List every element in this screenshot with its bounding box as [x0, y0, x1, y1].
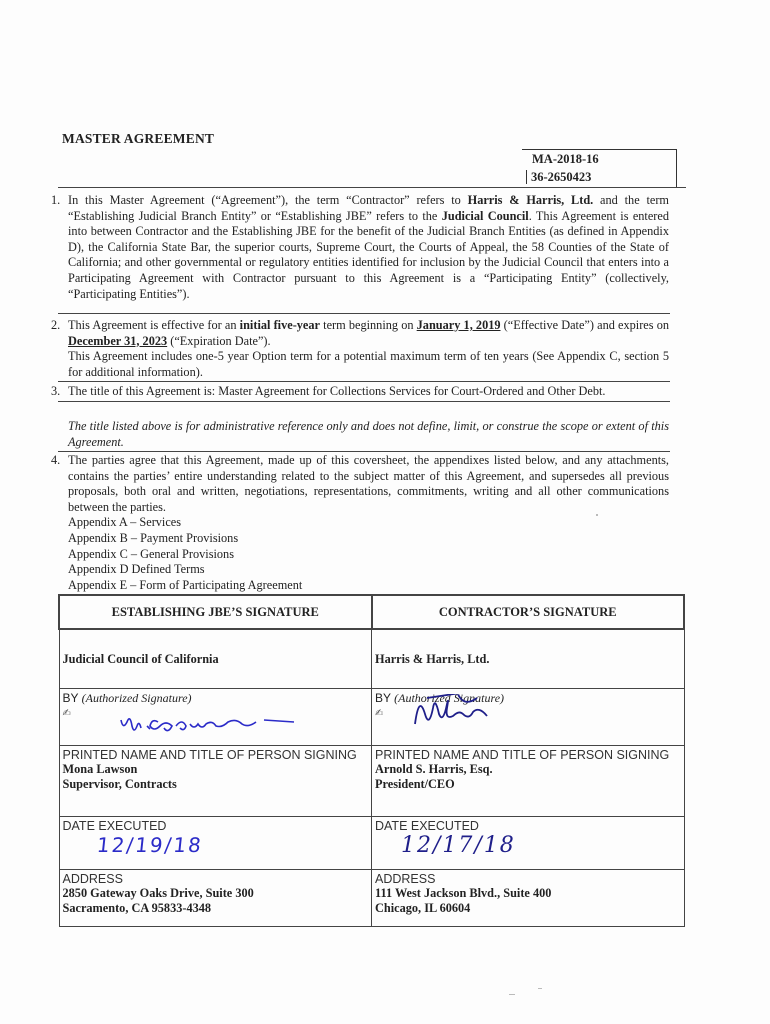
divider: [58, 451, 670, 452]
section-number: 4.: [51, 453, 61, 467]
by-label: BY: [375, 691, 391, 705]
appendix-item: Appendix C – General Provisions: [68, 546, 234, 561]
section-number: 3.: [51, 384, 61, 398]
contractor-address-line1: 111 West Jackson Blvd., Suite 400: [375, 886, 552, 900]
pen-icon: ✍: [62, 708, 71, 719]
address-label: ADDRESS: [375, 872, 436, 886]
divider: [58, 313, 670, 314]
jbe-address-line1: 2850 Gateway Oaks Drive, Suite 300: [62, 886, 254, 900]
entire-agreement-text: The parties agree that this Agreement, made up of this coversheet, the appendixes listed below, and any attachments, contains the parties’ entire understanding related to the subject matter of this Agreement, and supersedes all previous proposals, both oral and written, negotiations, representations, commitments, writing and all other communications between the parties.: [68, 453, 669, 514]
agreement-title-text: The title of this Agreement is: Master Agreement for Collections Services for Court-Ordered and Other Debt.: [68, 384, 606, 398]
appendix-item: Appendix E – Form of Participating Agreement: [68, 577, 303, 592]
contractor-signature-cell: [372, 689, 685, 746]
contractor-name: Harris & Harris, Ltd.: [467, 193, 594, 207]
appendix-item: Appendix A – Services: [68, 515, 182, 530]
section-2: 2. This Agreement is effective for an initial five-year term beginning on January 1, 2019 (“Effective Date”) and expires on December 31, 2023 (“Expiration Date”). This Agreement includes one-5 year Option term for a potential maximum term of ten years (See Appendix C, section 5 for additional information).: [51, 318, 670, 379]
jbe-signature-cell: [59, 689, 372, 746]
authorized-signature-note: (Authorized Signature): [394, 691, 505, 705]
option-term-text: This Agreement includes one-5 year Option term for a potential maximum term of ten years (See Appendix C, section 5 for additional information).: [68, 349, 669, 379]
section-4: [51, 453, 669, 593]
jbe-address-line2: Sacramento, CA 95833-4348: [62, 901, 212, 915]
contract-number: 36-2650423: [526, 170, 591, 184]
expiration-date: December 31, 2023: [68, 333, 168, 348]
jbe-date-cell: [59, 817, 372, 870]
divider: [58, 401, 670, 402]
jbe-entity-name: Judicial Council of California: [59, 629, 372, 689]
appendix-item: Appendix B – Payment Provisions: [68, 530, 239, 545]
jbe-address-cell: [59, 870, 372, 927]
jbe-printed-name-cell: [59, 746, 372, 817]
section-1: 1. In this Master Agreement (“Agreement”), the term “Contractor” refers to Harris & Harris, Ltd. and the term “Establishing Judicial Branch Entity” or “Establishing JBE” refers to the Judicial Council. This Agreement is entered into between Contractor and the Establishing JBE for the benefit of the Judicial Branch Entities (as defined in Appendix D), the California State Bar, the superior courts, Supreme Court, the Courts of Appeal, the 58 Counties of the State of California; and other governmental or regulatory entities identified for inclusion by the Judicial Council that enters into a Participating Agreement with Contractor pursuant to this Agreement is a “Participating Entity” (collectively, “Participating Entities”).: [51, 193, 670, 301]
section-3: [51, 384, 669, 400]
contractor-address-cell: [372, 870, 685, 927]
jbe-handwritten-signature: [113, 708, 353, 738]
jbe-signature-header: ESTABLISHING JBE’S SIGNATURE: [59, 595, 372, 629]
address-label: ADDRESS: [62, 872, 123, 886]
effective-date: January 1, 2019: [416, 318, 501, 332]
agreement-number: MA-2018-16: [532, 152, 599, 166]
document-title: MASTER AGREEMENT: [62, 131, 215, 146]
scan-speck: [596, 514, 598, 516]
contractor-signature-header: CONTRACTOR’S SIGNATURE: [372, 595, 685, 629]
date-executed-label: DATE EXECUTED: [375, 819, 479, 833]
contractor-signer-name: Arnold S. Harris, Esq.: [375, 762, 493, 776]
pen-icon: ✍: [375, 708, 384, 719]
printed-name-label: PRINTED NAME AND TITLE OF PERSON SIGNING: [62, 748, 357, 762]
date-executed-label: DATE EXECUTED: [62, 819, 167, 833]
divider: [58, 187, 686, 188]
contractor-printed-name-cell: [372, 746, 685, 817]
signature-table: [58, 594, 685, 927]
contractor-entity-name: Harris & Harris, Ltd.: [372, 629, 685, 689]
contractor-signer-title: President/CEO: [375, 777, 455, 791]
authorized-signature-note: (Authorized Signature): [81, 691, 192, 705]
appendix-item: Appendix D Defined Terms: [68, 562, 205, 577]
appendix-list: [68, 515, 669, 593]
title-note: The title listed above is for administrative reference only and does not define, limit, or construe the scope or extent of this Agreement.: [68, 419, 669, 449]
contractor-address-line2: Chicago, IL 60604: [375, 901, 471, 915]
section-number: 1.: [51, 193, 61, 207]
initial-term: initial five-year: [239, 318, 321, 332]
contractor-date-cell: [372, 817, 685, 870]
jbe-signer-name: Mona Lawson: [62, 762, 138, 776]
scan-speck: [538, 988, 542, 989]
jbe-handwritten-date: 12/19/18: [95, 833, 204, 857]
agreement-number-box: [522, 149, 677, 188]
contractor-handwritten-date: 12/17/18: [401, 833, 516, 858]
divider: [58, 381, 670, 382]
contractor-handwritten-signature: [405, 694, 565, 728]
by-label: BY: [62, 691, 79, 705]
scan-speck: [509, 994, 515, 995]
jbe-signer-title: Supervisor, Contracts: [62, 777, 177, 791]
section-number: 2.: [51, 318, 61, 332]
printed-name-label: PRINTED NAME AND TITLE OF PERSON SIGNING: [375, 748, 670, 762]
jbe-name: Judicial Council: [441, 208, 529, 223]
